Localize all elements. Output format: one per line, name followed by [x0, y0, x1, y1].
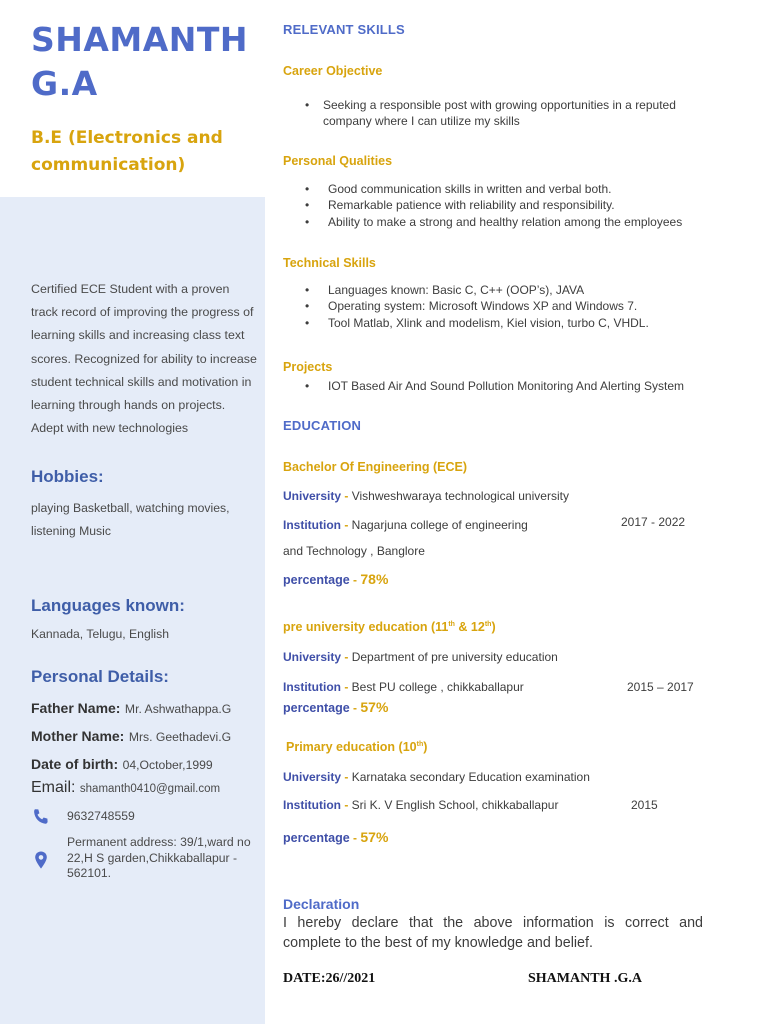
dash: - — [353, 573, 358, 587]
primary-university: Karnataka secondary Education examination — [351, 770, 590, 784]
primary-percentage-row — [283, 829, 388, 845]
list-item: • Remarkable patience with reliability and responsibility. — [305, 197, 725, 213]
career-objective-heading: Career Objective — [283, 64, 383, 78]
permanent-address: Permanent address: 39/1,ward no 22,H S garden,Chikkaballapur - 562101. — [67, 835, 251, 880]
email-link[interactable]: shamanth0410@gmail.com — [79, 783, 221, 795]
dob-label: Date of birth: — [31, 756, 119, 772]
pu-title-text: & 12 — [454, 620, 485, 634]
languages-text: Kannada, Telugu, English — [31, 627, 170, 641]
mother-name-value: Mrs. Geethadevi.G — [128, 730, 232, 744]
percentage-label: percentage — [283, 701, 350, 715]
father-name-row — [31, 700, 231, 718]
list-item: • Languages known: Basic C, C++ (OOP’s), JAVA — [305, 282, 725, 298]
institution-label: Institution — [283, 798, 341, 812]
dash: - — [344, 770, 349, 784]
primary-title-sup: th — [416, 740, 424, 748]
candidate-name — [31, 18, 261, 106]
dash: - — [344, 680, 349, 694]
degree-line-1: B.E (Electronics and — [31, 128, 223, 148]
hobbies-text: playing Basketball, watching movies, listening Music — [31, 501, 230, 538]
list-item: • Seeking a responsible post with growing opportunities in a reputed company where I can utilize my skills — [305, 97, 705, 130]
dash: - — [344, 798, 349, 812]
mother-name-row — [31, 728, 231, 746]
dash: - — [353, 701, 358, 715]
primary-years: 2015 — [631, 798, 658, 812]
be-institution-row — [283, 518, 528, 532]
name-line-1: SHAMANTH — [31, 20, 249, 59]
list-item: • Operating system: Microsoft Windows XP and Windows 7. — [305, 298, 725, 314]
dash: - — [344, 650, 349, 664]
declaration-text: I hereby declare that the above information is correct and complete to the best of my knowledge and belief. — [283, 915, 703, 951]
technical-skills-list — [305, 282, 725, 331]
signature-name: SHAMANTH .G.A — [528, 971, 642, 986]
be-institution: Nagarjuna college of engineering — [351, 518, 528, 532]
university-label: University — [283, 489, 342, 503]
list-item: • Ability to make a strong and healthy relation among the employees — [305, 214, 725, 230]
list-item: • Good communication skills in written and verbal both. — [305, 181, 725, 197]
phone-number: 9632748559 — [67, 809, 135, 823]
primary-institution-row — [283, 798, 558, 812]
profile-summary: Certified ECE Student with a proven track record of improving the progress of learning skills and increasing class text scores. Recognized for ability to increase student technical skills and motivation in learning through hands on projects. Adept with new technologies — [31, 282, 257, 436]
institution-label: Institution — [283, 518, 341, 532]
dash: - — [344, 489, 349, 503]
university-label: University — [283, 770, 342, 784]
primary-percentage: 57% — [360, 829, 389, 845]
university-label: University — [283, 650, 342, 664]
pu-percentage-row — [283, 699, 388, 715]
percentage-label: percentage — [283, 573, 350, 587]
pu-years: 2015 – 2017 — [627, 680, 694, 694]
primary-title-text: ) — [423, 740, 428, 754]
technical-skills-heading: Technical Skills — [283, 256, 376, 270]
education-heading: EDUCATION — [283, 418, 362, 433]
dash: - — [344, 518, 349, 532]
pu-university: Department of pre university education — [351, 650, 558, 664]
pu-institution-row — [283, 680, 524, 694]
email-label: Email: — [31, 779, 76, 796]
career-objective-list — [305, 97, 705, 130]
pu-title — [283, 620, 496, 634]
location-pin-icon — [31, 850, 51, 870]
father-name-label: Father Name: — [31, 700, 121, 716]
declaration-heading: Declaration — [283, 896, 360, 912]
be-years: 2017 - 2022 — [621, 515, 686, 529]
be-percentage-row — [283, 571, 388, 587]
be-percentage: 78% — [360, 571, 389, 587]
father-name-value: Mr. Ashwathappa.G — [124, 702, 232, 716]
mother-name-label: Mother Name: — [31, 728, 125, 744]
projects-list — [305, 378, 745, 394]
projects-heading: Projects — [283, 360, 333, 374]
dob-value: 04,October,1999 — [122, 758, 213, 772]
primary-university-row — [283, 770, 590, 784]
dash: - — [353, 831, 358, 845]
percentage-label: percentage — [283, 831, 350, 845]
primary-title — [286, 740, 427, 754]
personal-qualities-heading: Personal Qualities — [283, 154, 393, 168]
pu-institution: Best PU college , chikkaballapur — [351, 680, 524, 694]
pu-percentage: 57% — [360, 699, 389, 715]
hobbies-heading: Hobbies: — [31, 467, 104, 486]
pu-title-text: ) — [491, 620, 496, 634]
signature-date: DATE:26//2021 — [283, 971, 376, 986]
phone-icon — [31, 807, 51, 827]
be-institution-line2: and Technology , Banglore — [283, 544, 425, 558]
primary-institution: Sri K. V English School, chikkaballapur — [351, 798, 559, 812]
pu-title-sup: th — [484, 620, 492, 628]
pu-title-text: pre university education (11 — [283, 620, 449, 634]
pu-university-row — [283, 650, 558, 664]
degree-line-2: communication) — [31, 155, 186, 175]
relevant-skills-heading: RELEVANT SKILLS — [283, 22, 405, 37]
primary-title-text: Primary education (10 — [286, 740, 417, 754]
list-item: • Tool Matlab, Xlink and modelism, Kiel vision, turbo C, VHDL. — [305, 315, 725, 331]
be-university: Vishweshwaraya technological university — [351, 489, 569, 503]
personal-qualities-list — [305, 181, 725, 230]
name-line-2: G.A — [31, 64, 98, 103]
dob-row — [31, 756, 213, 774]
be-title: Bachelor Of Engineering (ECE) — [283, 460, 468, 474]
institution-label: Institution — [283, 680, 341, 694]
be-university-row — [283, 489, 569, 503]
degree-title — [31, 125, 263, 179]
list-item: • IOT Based Air And Sound Pollution Monitoring And Alerting System — [305, 378, 745, 394]
personal-details-heading: Personal Details: — [31, 667, 169, 686]
languages-heading: Languages known: — [31, 596, 185, 615]
email-row — [31, 779, 220, 797]
pu-title-sup: th — [448, 620, 455, 628]
